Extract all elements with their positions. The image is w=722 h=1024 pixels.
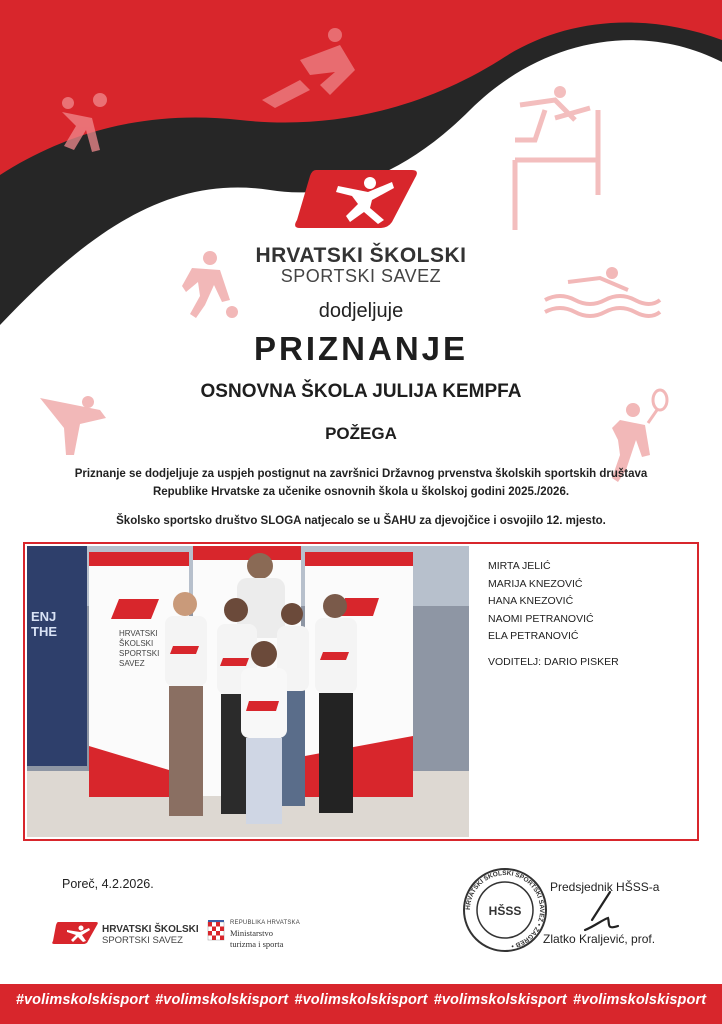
team-photo-frame [23,542,699,841]
hurdles-pictogram-icon [515,86,598,230]
org-name-line2: SPORTSKI SAVEZ [280,266,442,286]
banner-org-line1: HRVATSKI [119,629,158,638]
footer-hsss-line1: HRVATSKI ŠKOLSKI [102,924,199,935]
banner-org-line4: SAVEZ [119,659,145,668]
banner-org-line3: SPORTSKI [119,649,160,658]
team-leader: VODITELJ: DARIO PISKER [488,655,619,668]
footer-hsss-line2: SPORTSKI SAVEZ [102,935,183,946]
stamp-ring-text: HRVATSKI ŠKOLSKI SPORTSKI SAVEZ • ZAGREB • [464,869,546,950]
place-and-date: Poreč, 4.2.2026. [62,877,154,891]
team-member: MIRTA JELIĆ [488,560,551,572]
official-stamp-icon [461,866,549,954]
team-member: NAOMI PETRANOVIĆ [488,612,594,625]
president-title: Predsjednik HŠSS-a [550,880,660,894]
team-member: ELA PETRANOVIĆ [488,630,579,642]
recipient-city: POŽEGA [325,424,397,443]
team-photo [27,546,469,837]
banner-the: THE [31,624,57,639]
ministry-line1: REPUBLIKA HRVATSKA [230,920,300,926]
org-name-line1: HRVATSKI ŠKOLSKI [255,244,467,267]
stamp-center-text: HŠSS [488,904,522,918]
croatian-coat-of-arms-icon [207,920,225,944]
president-signature-icon [580,890,630,935]
award-description [0,465,722,501]
awards-verb: dodjeljuje [318,300,404,322]
ministry-line3: turizma i sporta [230,939,284,949]
hsss-small-logo-icon [52,922,98,944]
hashtag-text: #volimskolskisport #volimskolskisport #volimskolskisport #volimskolskisport #volimskolskisport [15,992,707,1008]
team-list [488,558,619,671]
description-line1: Priznanje se dodjeljuje za uspjeh postignut na završnici Državnog prvenstva školskih sportskih društava [74,468,648,480]
competition-result: Školsko sportsko društvo SLOGA natjecalo se u ŠAHU za djevojčice i osvojilo 12. mjesto. [116,515,606,527]
hashtag-footer-bar [0,984,722,1024]
banner-enj: ENJ [31,609,57,624]
ministry-line2: Ministarstvo [230,928,273,938]
president-name: Zlatko Kraljević, prof. [543,932,656,946]
certificate-title: PRIZNANJE [253,330,469,367]
hsss-logo-badge-icon [295,170,417,228]
banner-org-line2: ŠKOLSKI [119,639,154,648]
description-line2: Republike Hrvatske za učenike osnovnih škola u školskoj godini 2025./2026. [152,486,570,498]
team-member: MARIJA KNEZOVIĆ [488,577,583,590]
recipient-school: OSNOVNA ŠKOLA JULIJA KEMPFA [200,381,522,402]
team-member: HANA KNEZOVIĆ [488,595,574,607]
